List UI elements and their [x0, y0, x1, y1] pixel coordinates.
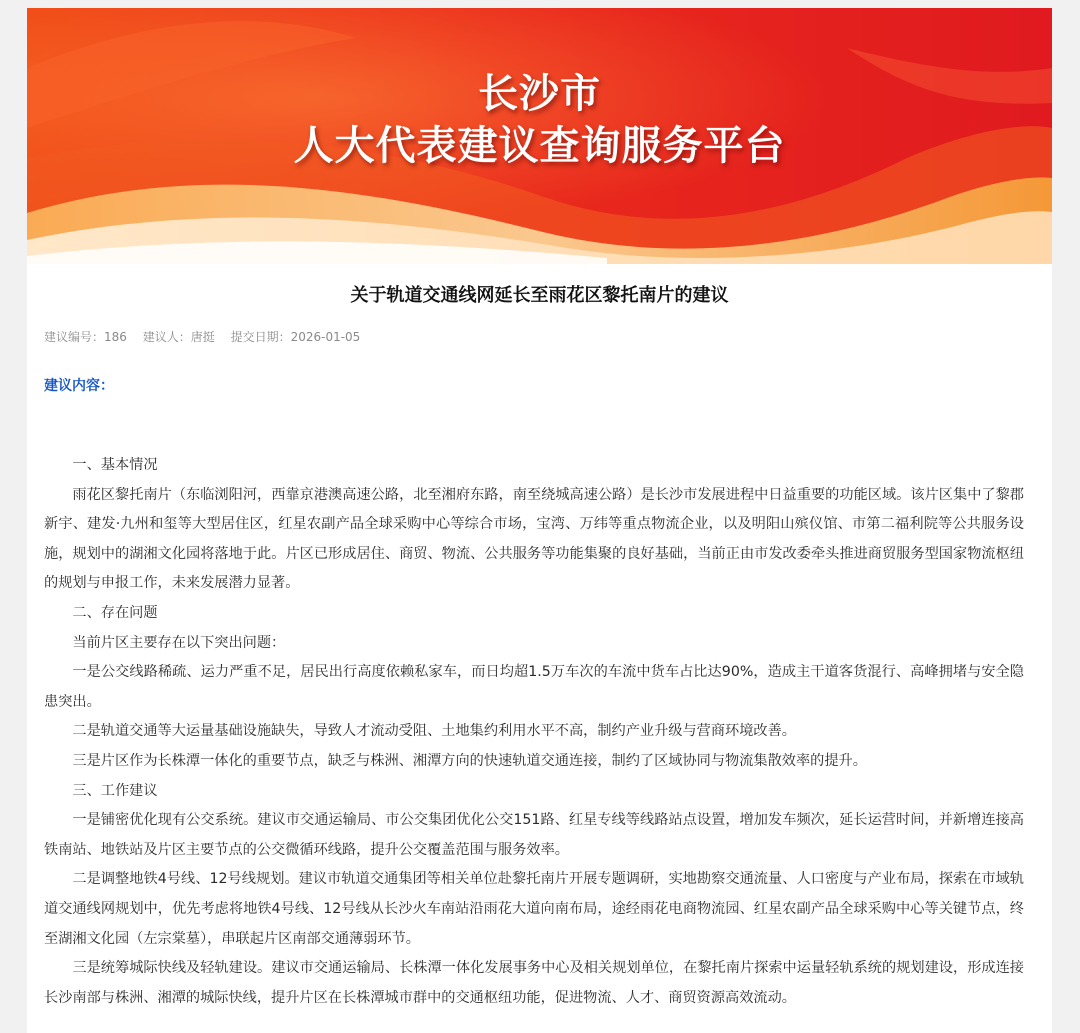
proposer-name: 建议人：唐挺	[142, 330, 215, 344]
header-banner	[27, 8, 1052, 264]
paragraph: 当前片区主要存在以下突出问题：	[72, 634, 286, 651]
submit-date: 提交日期：2026-01-05	[230, 330, 361, 344]
paragraph-heading-problems: 二、存在问题	[72, 604, 158, 621]
paragraph: 一是铺密优化现有公交系统。建议市交通运输局、市公交集团优化公交151路、红星专线等线路站点设置，增加发车频次，延长运营时间，并新增连接高铁南站、地铁站及片区主要节点的公交微循环线路，提升公交覆盖范围与服务效率。	[44, 812, 1024, 858]
document-body	[44, 451, 1024, 1013]
paragraph: 二是调整地铁4号线、12号线规划。建议市轨道交通集团等相关单位赴黎托南片开展专题调研，实地勘察交通流量、人口密度与产业布局，探索在市域轨道交通线网规划中，优先考虑将地铁4号线、12号线从长沙火车南站沿雨花大道向南布局，途经雨花电商物流园、红星农副产品全球采购中心等关键节点，终至湖湘文化园（左宗棠墓），串联起片区南部交通薄弱环节。	[44, 871, 1024, 947]
paragraph: 二是轨道交通等大运量基础设施缺失，导致人才流动受阻、土地集约利用水平不高，制约产业升级与营商环境改善。	[72, 723, 796, 740]
document-meta	[44, 328, 360, 346]
main-container	[27, 8, 1052, 1033]
paragraph-heading-suggestions: 三、工作建议	[72, 782, 158, 799]
proposal-number: 建议编号：186	[44, 330, 127, 344]
paragraph: 三是统筹城际快线及轻轨建设。建议市交通运输局、长株潭一体化发展事务中心及相关规划单位，在黎托南片探索中运量轻轨系统的规划建设，形成连接长沙南部与株洲、湘潭的城际快线，提升片区在长株潭城市群中的交通枢纽功能，促进物流、人才、商贸资源高效流动。	[44, 960, 1024, 1006]
paragraph: 一是公交线路稀疏、运力严重不足，居民出行高度依赖私家车，而日均超1.5万车次的车流中货车占比达90%，造成主干道客货混行、高峰拥堵与安全隐患突出。	[44, 664, 1024, 710]
banner-title-platform: 人大代表建议查询服务平台	[293, 123, 786, 169]
document-title: 关于轨道交通线网延长至雨花区黎托南片的建议	[350, 285, 729, 306]
paragraph-heading-basic: 一、基本情况	[72, 457, 158, 473]
paragraph: 雨花区黎托南片（东临浏阳河，西靠京港澳高速公路，北至湘府东路，南至绕城高速公路）是长沙市发展进程中日益重要的功能区域。该片区集中了黎郡新宇、建发·九州和玺等大型居住区，红星农副产品全球采购中心等综合市场，宝湾、万纬等重点物流企业，以及明阳山殡仪馆、市第二福利院等公共服务设施，规划中的湖湘文化园将落地于此。片区已形成居住、商贸、物流、公共服务等功能集聚的良好基础，当前正由市发改委牵头推进商贸服务型国家物流枢纽的规划与申报工作，未来发展潜力显著。	[44, 486, 1024, 592]
banner-title-city: 长沙市	[478, 71, 601, 117]
section-label-content: 建议内容：	[44, 378, 114, 394]
paragraph: 三是片区作为长株潭一体化的重要节点，缺乏与株洲、湘潭方向的快速轨道交通连接，制约了区域协同与物流集散效率的提升。	[72, 752, 867, 769]
